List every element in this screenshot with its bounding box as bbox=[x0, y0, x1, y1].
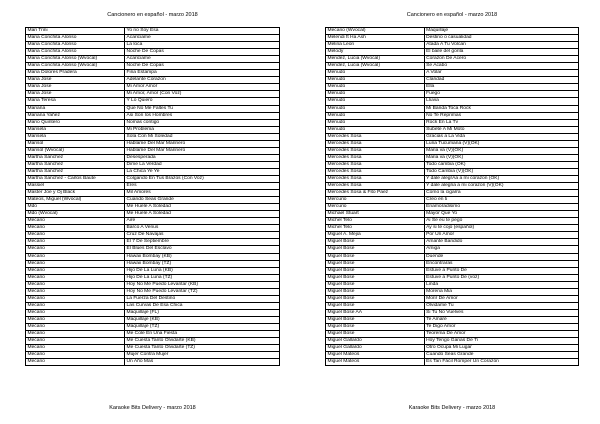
artist-cell: Miguel A. Mejia bbox=[326, 232, 425, 239]
artist-cell: Mercedes Sosa bbox=[326, 140, 425, 147]
table-row bbox=[26, 281, 280, 288]
table-row bbox=[26, 239, 280, 246]
artist-cell: Miguel Bose bbox=[326, 316, 425, 323]
song-cell: A Volar bbox=[424, 70, 578, 77]
song-cell: Las Curvas De Esa Chica bbox=[125, 302, 280, 309]
table-row bbox=[26, 140, 280, 147]
table-row bbox=[326, 35, 579, 42]
table-row bbox=[326, 98, 579, 105]
artist-cell: Master Joe y Oj Black bbox=[26, 190, 125, 197]
song-cell: Es Tan Fácil Romper Un Corazón bbox=[424, 359, 578, 366]
artist-cell: Mendez, Lucia (Wvocal) bbox=[326, 56, 425, 63]
artist-cell: Menudo bbox=[326, 112, 425, 119]
artist-cell: Maria Jose bbox=[26, 91, 125, 98]
page-right bbox=[325, 0, 579, 424]
table-row bbox=[326, 161, 579, 168]
artist-cell: Melody bbox=[326, 49, 425, 56]
artist-cell: Martha Sanchez bbox=[26, 161, 125, 168]
table-row bbox=[326, 323, 579, 330]
song-cell: Un Año Mas bbox=[125, 359, 280, 366]
table-row bbox=[26, 35, 280, 42]
artist-cell: Michel Telo bbox=[326, 218, 425, 225]
artist-cell: Mecano (Wvocal) bbox=[326, 28, 425, 35]
song-cell: Mil Amores bbox=[125, 190, 280, 197]
song-cell: Hawaii Bombay (TZ) bbox=[125, 260, 280, 267]
song-cell: Linda bbox=[424, 281, 578, 288]
song-cell: Maria va (V)(OK) bbox=[424, 154, 578, 161]
artist-cell: Miguel Bose bbox=[326, 295, 425, 302]
table-row bbox=[326, 70, 579, 77]
table-row bbox=[326, 84, 579, 91]
table-row bbox=[326, 359, 579, 366]
song-table bbox=[25, 27, 280, 366]
song-cell: Se Acabo bbox=[424, 63, 578, 70]
artist-cell: Mario Quintero bbox=[26, 119, 125, 126]
artist-cell: Miguel Bose AA bbox=[326, 309, 425, 316]
song-cell: Destino o casualidad bbox=[424, 35, 578, 42]
artist-cell: Mecano bbox=[26, 352, 125, 359]
table-row bbox=[326, 274, 579, 281]
song-cell: El baile del gorila bbox=[424, 49, 578, 56]
page-left bbox=[25, 0, 280, 424]
song-cell: Rock En La Tv bbox=[424, 119, 578, 126]
table-row bbox=[26, 183, 280, 190]
song-cell: Hoy No Me Puedo Levantar (KB) bbox=[125, 281, 280, 288]
table-row bbox=[326, 63, 579, 70]
song-cell: Por Un Amor bbox=[424, 232, 578, 239]
table-row bbox=[26, 42, 280, 49]
song-cell: Nomas contigo bbox=[125, 119, 280, 126]
artist-cell: Maria Conchita Alonso bbox=[26, 42, 125, 49]
artist-cell: Maria Jose bbox=[26, 84, 125, 91]
song-cell: Maquillaje bbox=[424, 28, 578, 35]
song-cell: Lluvia bbox=[424, 98, 578, 105]
song-cell: Amiga bbox=[424, 246, 578, 253]
table-row bbox=[326, 267, 579, 274]
artist-cell: Mdo (Wvocal) bbox=[26, 211, 125, 218]
song-cell: Dime La Verdad bbox=[125, 161, 280, 168]
table-row bbox=[26, 267, 280, 274]
table-row bbox=[326, 338, 579, 345]
artist-cell: Mercedes Sosa bbox=[326, 147, 425, 154]
page-footer: Karaoke Bits Delivery - marzo 2018 bbox=[109, 405, 196, 411]
table-row bbox=[26, 126, 280, 133]
song-cell: La loca bbox=[125, 42, 280, 49]
artist-cell: Massiel bbox=[26, 183, 125, 190]
song-cell: No Te Reprimas bbox=[424, 112, 578, 119]
song-cell: Mi Banda Toca Rock bbox=[424, 105, 578, 112]
song-cell: Ay si te cojo (español) bbox=[424, 225, 578, 232]
artist-cell: Martha Sanchez bbox=[26, 168, 125, 175]
table-row bbox=[26, 91, 280, 98]
song-cell: Corazon De Acero bbox=[424, 56, 578, 63]
artist-cell: Michael Stuart bbox=[326, 211, 425, 218]
song-cell: Mi Problema bbox=[125, 126, 280, 133]
table-row bbox=[26, 218, 280, 225]
song-cell: Me Huele A Soledad bbox=[125, 211, 280, 218]
table-row bbox=[26, 119, 280, 126]
table-row bbox=[26, 168, 280, 175]
artist-cell: Mecano bbox=[26, 323, 125, 330]
table-row bbox=[326, 190, 579, 197]
artist-cell: Melendi ft Ha Ash bbox=[326, 35, 425, 42]
artist-cell: Mari Trini bbox=[26, 28, 125, 35]
artist-cell: Maria Dolores Pradera bbox=[26, 70, 125, 77]
song-cell: Noche De Copas bbox=[125, 49, 280, 56]
song-cell: Me Cuesta Tanto Olvidarte (TZ) bbox=[125, 345, 280, 352]
song-cell: El 7 De Septiembre bbox=[125, 239, 280, 246]
table-row bbox=[326, 77, 579, 84]
artist-cell: Miguel Gallardo bbox=[326, 345, 425, 352]
artist-cell: Michel Telo bbox=[326, 225, 425, 232]
song-cell: Creo en ti bbox=[424, 197, 578, 204]
artist-cell: Martha Sanchez - Carlos Baute bbox=[26, 175, 125, 182]
table-row bbox=[326, 175, 579, 182]
artist-cell: Mecano bbox=[26, 338, 125, 345]
song-cell: Y dale alegria a mi corazon (V)(OK) bbox=[424, 183, 578, 190]
table-row bbox=[326, 218, 579, 225]
page-title: Cancionero en español - marzo 2018 bbox=[107, 12, 198, 18]
table-row bbox=[326, 140, 579, 147]
table-row bbox=[326, 288, 579, 295]
song-cell: Amante Bandido bbox=[424, 239, 578, 246]
table-row bbox=[26, 288, 280, 295]
song-cell: Mayor Que Yo bbox=[424, 211, 578, 218]
artist-cell: Marisela bbox=[26, 133, 125, 140]
song-cell: Mi Amor Amor bbox=[125, 84, 280, 91]
song-cell: El Blues Del Esclavo bbox=[125, 246, 280, 253]
song-cell: Maquillaje (KB) bbox=[125, 316, 280, 323]
artist-cell: Menudo bbox=[326, 77, 425, 84]
artist-cell: Martha Sanchez bbox=[26, 154, 125, 161]
table-row bbox=[26, 260, 280, 267]
song-cell: Duende bbox=[424, 253, 578, 260]
table-row bbox=[326, 119, 579, 126]
table-row bbox=[326, 126, 579, 133]
table-row bbox=[26, 56, 280, 63]
artist-cell: Miguel Bose bbox=[326, 323, 425, 330]
song-cell: Claridad bbox=[424, 77, 578, 84]
song-cell: Cuando Seas Grande bbox=[424, 352, 578, 359]
artist-cell: Mateos, Miguel (Wvocal) bbox=[26, 197, 125, 204]
table-row bbox=[326, 56, 579, 63]
table-row bbox=[26, 105, 280, 112]
table-row bbox=[326, 281, 579, 288]
table-row bbox=[326, 253, 579, 260]
artist-cell: Menudo bbox=[326, 119, 425, 126]
song-cell: Gracias a La Vida bbox=[424, 133, 578, 140]
artist-cell: Menudo bbox=[326, 91, 425, 98]
artist-cell: Mdo bbox=[26, 204, 125, 211]
table-row bbox=[26, 246, 280, 253]
artist-cell: Mercedes Sosa bbox=[326, 154, 425, 161]
table-row bbox=[326, 331, 579, 338]
table-row bbox=[326, 295, 579, 302]
song-cell: Hablame Del Mar Marinero bbox=[125, 140, 280, 147]
artist-cell: Menudo bbox=[326, 98, 425, 105]
artist-cell: Mecano bbox=[26, 274, 125, 281]
song-cell: Colgando En Tus Brazos (Con Voz) bbox=[125, 175, 280, 182]
artist-cell: Miguel Gallardo bbox=[326, 338, 425, 345]
song-cell: Barco A Venus bbox=[125, 225, 280, 232]
song-table bbox=[325, 27, 579, 366]
table-row bbox=[26, 28, 280, 35]
artist-cell: Maria Jose bbox=[26, 77, 125, 84]
table-row bbox=[26, 323, 280, 330]
song-cell: Y Lo Quiero bbox=[125, 98, 280, 105]
table-row bbox=[26, 175, 280, 182]
table-row bbox=[26, 112, 280, 119]
song-cell: Maquillaje (FL) bbox=[125, 309, 280, 316]
table-row bbox=[326, 49, 579, 56]
table-row bbox=[26, 352, 280, 359]
song-cell: Asi Son los Hombres bbox=[125, 112, 280, 119]
table-row bbox=[326, 246, 579, 253]
table-row bbox=[26, 154, 280, 161]
artist-cell: Mecano bbox=[26, 267, 125, 274]
song-cell: Hoy Tengo Ganas De Ti bbox=[424, 338, 578, 345]
artist-cell: Mecano bbox=[26, 345, 125, 352]
table-row bbox=[326, 239, 579, 246]
artist-cell: Marisol bbox=[26, 140, 125, 147]
page-footer: Karaoke Bits Delivery - marzo 2018 bbox=[408, 405, 496, 411]
table-row bbox=[26, 309, 280, 316]
song-cell: Si Tu No Vuelves bbox=[424, 309, 578, 316]
artist-cell: Mercurio bbox=[326, 197, 425, 204]
song-cell: Eres bbox=[125, 183, 280, 190]
song-cell: Que No Me Faltes Tu bbox=[125, 105, 280, 112]
song-cell: Subete A Mi Moto bbox=[424, 126, 578, 133]
table-row bbox=[326, 302, 579, 309]
song-cell: Encontraras bbox=[424, 260, 578, 267]
song-cell: Acariciame bbox=[125, 35, 280, 42]
table-row bbox=[326, 183, 579, 190]
song-cell: Morir De Amor bbox=[424, 295, 578, 302]
table-row bbox=[26, 190, 280, 197]
song-cell: Cuando Seas Grande bbox=[125, 197, 280, 204]
artist-cell: Marisela bbox=[26, 126, 125, 133]
table-row bbox=[26, 98, 280, 105]
artist-cell: Mecano bbox=[26, 260, 125, 267]
table-row bbox=[326, 211, 579, 218]
table-row bbox=[326, 42, 579, 49]
song-cell: Sola Con Mi Soledad bbox=[125, 133, 280, 140]
song-cell: Otro Ocupa Mi Lugar bbox=[424, 345, 578, 352]
song-cell: Me Cuesta Tanto Olvidarte (KB) bbox=[125, 338, 280, 345]
artist-cell: Miguel Bose bbox=[326, 281, 425, 288]
table-row bbox=[326, 168, 579, 175]
artist-cell: Miguel Bose bbox=[326, 274, 425, 281]
song-cell: Estuve a Punto De bbox=[424, 267, 578, 274]
song-cell: Luna Tucumana (V)(OK) bbox=[424, 140, 578, 147]
table-row bbox=[26, 147, 280, 154]
table-row bbox=[326, 197, 579, 204]
song-cell: Fina Estampa bbox=[125, 70, 280, 77]
song-cell: Fuego bbox=[424, 91, 578, 98]
artist-cell: Mercedes Sosa & Fito Paez bbox=[326, 190, 425, 197]
artist-cell: Miguel Bose bbox=[326, 246, 425, 253]
artist-cell: Mecano bbox=[26, 331, 125, 338]
artist-cell: Maria Conchita Alonso (Wvocal) bbox=[26, 63, 125, 70]
table-row bbox=[326, 204, 579, 211]
table-row bbox=[326, 105, 579, 112]
song-cell: Enamoradisimo bbox=[424, 204, 578, 211]
song-cell: Adelante Corazon bbox=[125, 77, 280, 84]
artist-cell: Mecano bbox=[26, 288, 125, 295]
artist-cell: Menudo bbox=[326, 126, 425, 133]
artist-cell: Miguel Bose bbox=[326, 288, 425, 295]
song-cell: Yo no Soy Esa bbox=[125, 28, 280, 35]
page-title: Cancionero en español - marzo 2018 bbox=[406, 12, 498, 18]
table-row bbox=[326, 352, 579, 359]
table-row bbox=[326, 345, 579, 352]
table-row bbox=[26, 49, 280, 56]
artist-cell: Mecano bbox=[26, 302, 125, 309]
artist-cell: Maria Conchita Alonso bbox=[26, 35, 125, 42]
song-cell: Hijo De La Luna (KB) bbox=[125, 267, 280, 274]
song-cell: Noche De Copas bbox=[125, 63, 280, 70]
artist-cell: Maria Teresa bbox=[26, 98, 125, 105]
artist-cell: Mercedes Sosa bbox=[326, 175, 425, 182]
song-cell: La Chica Ye Ye bbox=[125, 168, 280, 175]
artist-cell: Mecano bbox=[26, 239, 125, 246]
artist-cell: Mariana Yañez bbox=[26, 112, 125, 119]
song-cell: Maquillaje (TZ) bbox=[125, 323, 280, 330]
song-cell: Ai Se eu te pego bbox=[424, 218, 578, 225]
table-row bbox=[26, 161, 280, 168]
artist-cell: Mariana bbox=[26, 105, 125, 112]
artist-cell: Mecano bbox=[26, 232, 125, 239]
table-row bbox=[326, 133, 579, 140]
artist-cell: Mecano bbox=[26, 246, 125, 253]
table-row bbox=[326, 232, 579, 239]
song-cell: Acariciame bbox=[125, 56, 280, 63]
table-row bbox=[26, 274, 280, 281]
song-cell: Te Amaré bbox=[424, 316, 578, 323]
artist-cell: Mecano bbox=[26, 253, 125, 260]
artist-cell: Marisol (Wvocal) bbox=[26, 147, 125, 154]
song-cell: Aire bbox=[125, 218, 280, 225]
song-cell: Como la cigarra bbox=[424, 190, 578, 197]
song-cell: Y dale alegrÃa a mi corazon (OK) bbox=[424, 175, 578, 182]
artist-cell: Mercedes Sosa bbox=[326, 183, 425, 190]
song-cell: Te Digo Amor bbox=[424, 323, 578, 330]
song-cell: Atada A Tu Volcan bbox=[424, 42, 578, 49]
table-row bbox=[26, 232, 280, 239]
artist-cell: Mecano bbox=[26, 309, 125, 316]
artist-cell: Mendez, Lucia (Wvocal) bbox=[326, 63, 425, 70]
table-row bbox=[26, 204, 280, 211]
artist-cell: Mecano bbox=[26, 316, 125, 323]
artist-cell: Miguel Bose bbox=[326, 302, 425, 309]
song-cell: Ella bbox=[424, 84, 578, 91]
table-row bbox=[26, 211, 280, 218]
table-row bbox=[326, 147, 579, 154]
artist-cell: Mercedes Sosa bbox=[326, 161, 425, 168]
song-cell: Me Cole En Una Fiesta bbox=[125, 331, 280, 338]
table-row bbox=[26, 302, 280, 309]
song-cell: Hoy No Me Puedo Levantar (TZ) bbox=[125, 288, 280, 295]
artist-cell: Mecano bbox=[26, 218, 125, 225]
artist-cell: Miguel Bose bbox=[326, 331, 425, 338]
artist-cell: Mecano bbox=[26, 295, 125, 302]
artist-cell: Mercedes Sosa bbox=[326, 133, 425, 140]
table-row bbox=[326, 309, 579, 316]
song-cell: La Fuerza Del Destino bbox=[125, 295, 280, 302]
artist-cell: Mecano bbox=[26, 281, 125, 288]
table-row bbox=[26, 253, 280, 260]
artist-cell: Melina Leon bbox=[326, 42, 425, 49]
song-cell: Todo cambia (OK) bbox=[424, 161, 578, 168]
artist-cell: Menudo bbox=[326, 70, 425, 77]
song-cell: Hijo De La Luna (TZ) bbox=[125, 274, 280, 281]
table-row bbox=[26, 63, 280, 70]
table-row bbox=[326, 154, 579, 161]
artist-cell: Miguel Bose bbox=[326, 239, 425, 246]
table-row bbox=[326, 225, 579, 232]
song-cell: Estuve a Punto De (voz) bbox=[424, 274, 578, 281]
song-cell: Todo Cambia (V)(OK) bbox=[424, 168, 578, 175]
table-row bbox=[26, 338, 280, 345]
table-row bbox=[26, 295, 280, 302]
artist-cell: Menudo bbox=[326, 84, 425, 91]
table-row bbox=[26, 345, 280, 352]
table-row bbox=[326, 28, 579, 35]
table-row bbox=[26, 359, 280, 366]
table-row bbox=[326, 316, 579, 323]
song-cell: Me Huele A Soledad bbox=[125, 204, 280, 211]
song-cell: Mujer Contra Mujer bbox=[125, 352, 280, 359]
artist-cell: Mecano bbox=[26, 359, 125, 366]
song-cell: Desesperada bbox=[125, 154, 280, 161]
artist-cell: Miguel Bose bbox=[326, 267, 425, 274]
song-cell: Maria va (V)(OK) bbox=[424, 147, 578, 154]
artist-cell: Maria Conchita Alonso bbox=[26, 49, 125, 56]
song-cell: Mi Amor, Amor (Con Voz) bbox=[125, 91, 280, 98]
artist-cell: Menudo bbox=[326, 105, 425, 112]
artist-cell: Mercurio bbox=[326, 204, 425, 211]
table-row bbox=[26, 133, 280, 140]
artist-cell: Miguel Bose bbox=[326, 253, 425, 260]
table-row bbox=[26, 197, 280, 204]
song-cell: Cruz De Navajas bbox=[125, 232, 280, 239]
artist-cell: Mecano bbox=[26, 225, 125, 232]
table-row bbox=[26, 316, 280, 323]
table-row bbox=[26, 70, 280, 77]
song-cell: Olvidame Tu bbox=[424, 302, 578, 309]
table-row bbox=[26, 84, 280, 91]
table-row bbox=[326, 112, 579, 119]
table-row bbox=[326, 260, 579, 267]
artist-cell: Miguel Bose bbox=[326, 260, 425, 267]
artist-cell: Mercedes Sosa bbox=[326, 168, 425, 175]
song-cell: Teorema De Amor bbox=[424, 331, 578, 338]
song-cell: Hawaii Bombay (KB) bbox=[125, 253, 280, 260]
artist-cell: Miguel Mateos bbox=[326, 352, 425, 359]
song-cell: Hablame Del Mar Marinero bbox=[125, 147, 280, 154]
table-row bbox=[26, 225, 280, 232]
artist-cell: Miguel Mateos bbox=[326, 359, 425, 366]
table-row bbox=[326, 91, 579, 98]
artist-cell: Maria Conchita Alonso (Wvocal) bbox=[26, 56, 125, 63]
song-cell: Morena Mia bbox=[424, 288, 578, 295]
table-row bbox=[26, 331, 280, 338]
table-row bbox=[26, 77, 280, 84]
